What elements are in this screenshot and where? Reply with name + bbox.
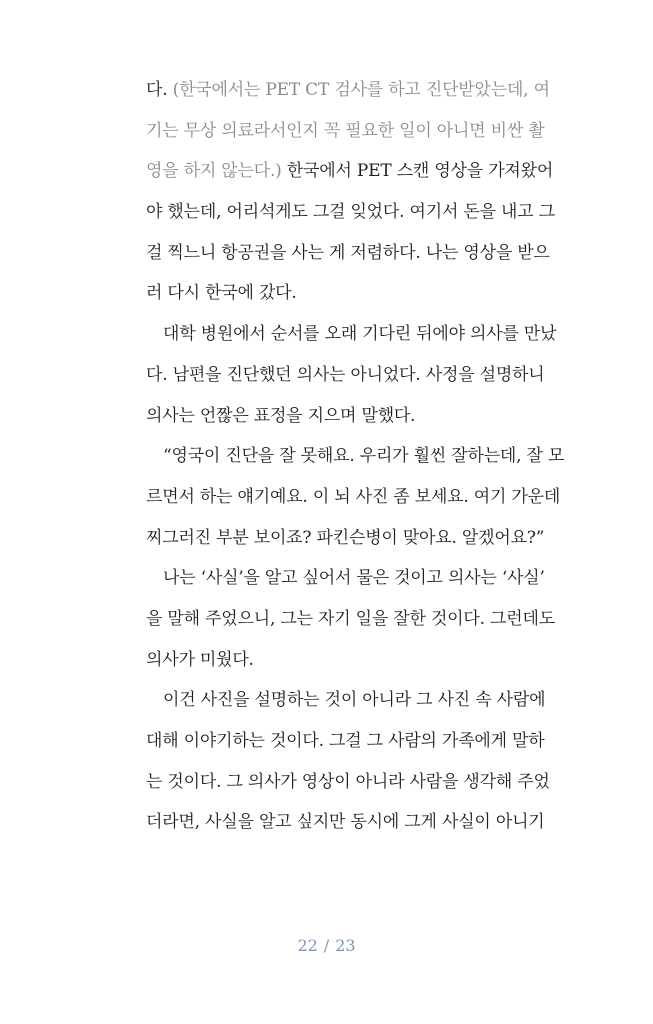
page-indicator <box>0 936 653 955</box>
text-line <box>146 314 578 355</box>
parenthetical-text: 기는 무상 의료라서인지 꼭 필요한 일이 아니면 비싼 촬 <box>146 120 545 141</box>
text-segment: 야 했는데, 어리석게도 그걸 잊었다. 여기서 돈을 내고 그 <box>146 202 555 223</box>
text-line <box>146 680 578 721</box>
text-line <box>146 599 578 640</box>
text-line <box>146 558 578 599</box>
text-line <box>146 396 578 437</box>
parenthetical-text: 영을 하지 않는다.) <box>146 161 287 182</box>
text-segment: 대학 병원에서 순서를 오래 기다린 뒤에야 의사를 만났 <box>163 324 557 345</box>
text-line <box>146 477 578 518</box>
text-line <box>146 355 578 396</box>
text-segment: 나는 ‘사실’을 알고 싶어서 물은 것이고 의사는 ‘사실’ <box>163 568 545 589</box>
text-segment: “영국이 진단을 잘 못해요. 우리가 훨씬 잘하는데, 잘 모 <box>163 446 565 467</box>
text-segment: 대해 이야기하는 것이다. 그걸 그 사람의 가족에게 말하 <box>146 731 545 751</box>
current-page-number: 22 <box>297 936 318 955</box>
text-line <box>146 518 578 559</box>
text-segment: 을 말해 주었으니, 그는 자기 일을 잘한 것이다. 그런데도 <box>146 608 555 629</box>
text-segment: 찌그러진 부분 보이죠? 파킨슨병이 맞아요. 알겠어요?” <box>146 527 545 548</box>
text-line <box>146 192 578 233</box>
text-line <box>146 273 578 314</box>
text-segment: 걸 찍느니 항공권을 사는 게 저렴하다. 나는 영상을 받으 <box>146 242 550 263</box>
page-separator: / <box>323 936 330 955</box>
text-segment: 의사는 언짢은 표정을 지으며 말했다. <box>146 405 416 426</box>
total-pages-number: 23 <box>335 936 356 955</box>
text-segment: 이건 사진을 설명하는 것이 아니라 그 사진 속 사람에 <box>163 690 546 711</box>
text-line <box>146 151 578 192</box>
text-line <box>146 233 578 274</box>
text-line <box>146 640 578 681</box>
text-line <box>146 111 578 152</box>
text-line <box>146 436 578 477</box>
text-segment: 의사가 미웠다. <box>146 649 254 670</box>
text-segment: 는 것이다. 그 의사가 영상이 아니라 사람을 생각해 주었 <box>146 771 550 792</box>
text-segment: 다. 남편을 진단했던 의사는 아니었다. 사정을 설명하니 <box>146 364 545 385</box>
text-segment: 더라면, 사실을 알고 싶지만 동시에 그게 사실이 아니기 <box>146 812 545 833</box>
text-segment: 르면서 하는 얘기예요. 이 뇌 사진 좀 보세요. 여기 가운데 <box>146 486 561 507</box>
text-line <box>146 762 578 803</box>
parenthetical-text: (한국에서는 PET CT 검사를 하고 진단받았는데, 여 <box>172 80 550 100</box>
text-segment: 러 다시 한국에 갔다. <box>146 283 297 304</box>
text-segment: 다. <box>146 80 173 100</box>
text-line <box>146 802 578 843</box>
text-line <box>146 721 578 762</box>
body-text <box>146 70 578 843</box>
text-line <box>146 70 578 111</box>
text-segment: 한국에서 PET 스캔 영상을 가져왔어 <box>286 161 554 182</box>
